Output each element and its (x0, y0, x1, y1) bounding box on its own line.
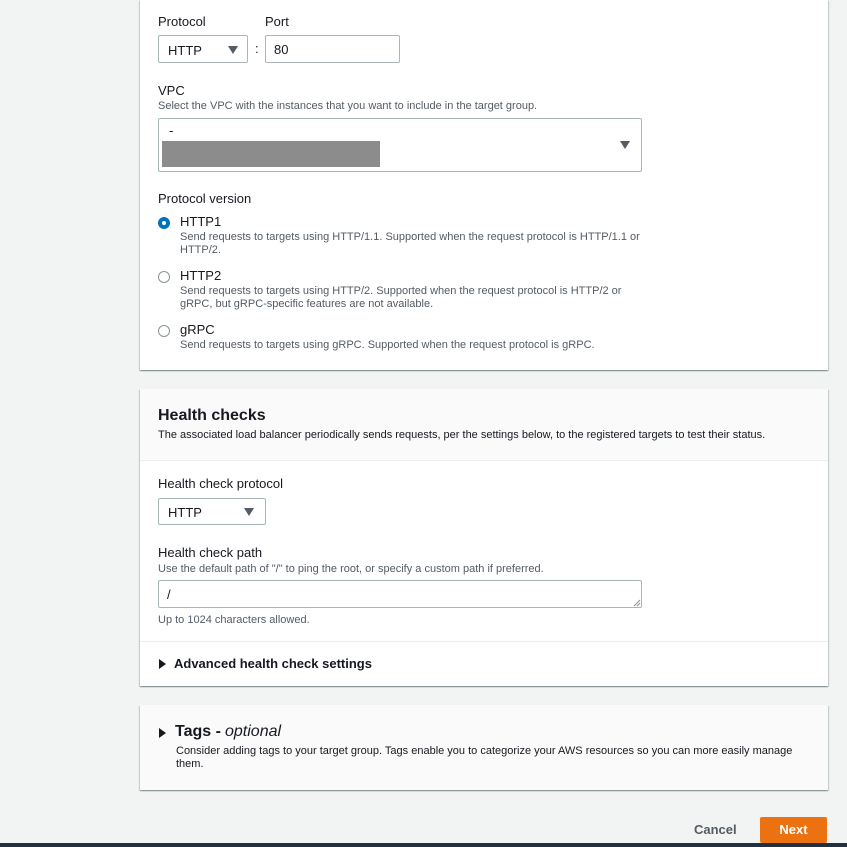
radio-grpc-description: Send requests to targets using gRPC. Supported when the request protocol is gRPC. (180, 339, 595, 351)
radio-http1-label: HTTP1 (180, 214, 222, 229)
tags-description: Consider adding tags to your target group. Tags enable you to categorize your AWS resources so you can more easily manage them. (176, 745, 793, 770)
port-separator: : (255, 41, 259, 56)
caret-right-icon (159, 659, 166, 669)
caret-down-icon (228, 46, 238, 54)
port-input[interactable] (265, 35, 400, 63)
tags-toggle[interactable] (158, 723, 318, 745)
radio-grpc[interactable] (158, 325, 170, 337)
next-button[interactable]: Next (760, 817, 827, 843)
health-check-protocol-label: Health check protocol (158, 476, 284, 491)
health-check-path-description: Use the default path of "/" to ping the root, or specify a custom path if preferred. (158, 563, 544, 575)
advanced-health-check-label: Advanced health check settings (174, 656, 372, 671)
tags-title: Tags - (175, 723, 221, 740)
advanced-health-check-toggle[interactable] (158, 655, 418, 673)
caret-down-icon (244, 508, 254, 516)
vpc-id-redacted (162, 141, 380, 167)
radio-http2[interactable] (158, 271, 170, 283)
vpc-label: VPC (158, 83, 185, 98)
health-check-path-input[interactable] (158, 580, 642, 608)
protocol-select[interactable] (158, 35, 248, 63)
tags-panel (140, 705, 828, 790)
health-check-protocol-value: HTTP (168, 505, 202, 520)
health-checks-panel (140, 389, 828, 686)
bottom-edge (0, 843, 847, 847)
cancel-button[interactable]: Cancel (688, 821, 743, 838)
protocol-label: Protocol (158, 14, 206, 29)
advanced-divider (140, 641, 828, 642)
vpc-select-value: - (169, 123, 174, 138)
radio-http1[interactable] (158, 217, 170, 229)
health-checks-title: Health checks (158, 407, 266, 424)
header-divider (140, 460, 828, 461)
resize-handle-icon (633, 599, 641, 607)
tags-optional: optional (225, 723, 282, 740)
radio-http2-label: HTTP2 (180, 268, 222, 283)
health-check-path-constraint: Up to 1024 characters allowed. (158, 614, 310, 626)
health-checks-description: The associated load balancer periodically sends requests, per the settings below, to the registered targets to test their status. (158, 429, 766, 441)
radio-grpc-label: gRPC (180, 322, 215, 337)
vpc-description: Select the VPC with the instances that you want to include in the target group. (158, 100, 538, 112)
health-check-protocol-select[interactable] (158, 498, 266, 525)
protocol-select-value: HTTP (168, 43, 202, 58)
caret-right-icon (159, 728, 166, 738)
target-group-config-panel (140, 0, 828, 370)
caret-down-icon (620, 141, 630, 149)
port-label: Port (265, 14, 289, 29)
health-check-path-label: Health check path (158, 545, 263, 560)
protocol-version-label: Protocol version (158, 191, 252, 206)
radio-http2-description: Send requests to targets using HTTP/2. Supported when the request protocol is HTTP/2 or gRPC, but gRPC-specific features are not available. (180, 285, 622, 310)
radio-http1-description: Send requests to targets using HTTP/1.1. Supported when the request protocol is HTTP/1.1 or HTTP/2. (180, 231, 640, 256)
vpc-select[interactable] (158, 118, 642, 172)
